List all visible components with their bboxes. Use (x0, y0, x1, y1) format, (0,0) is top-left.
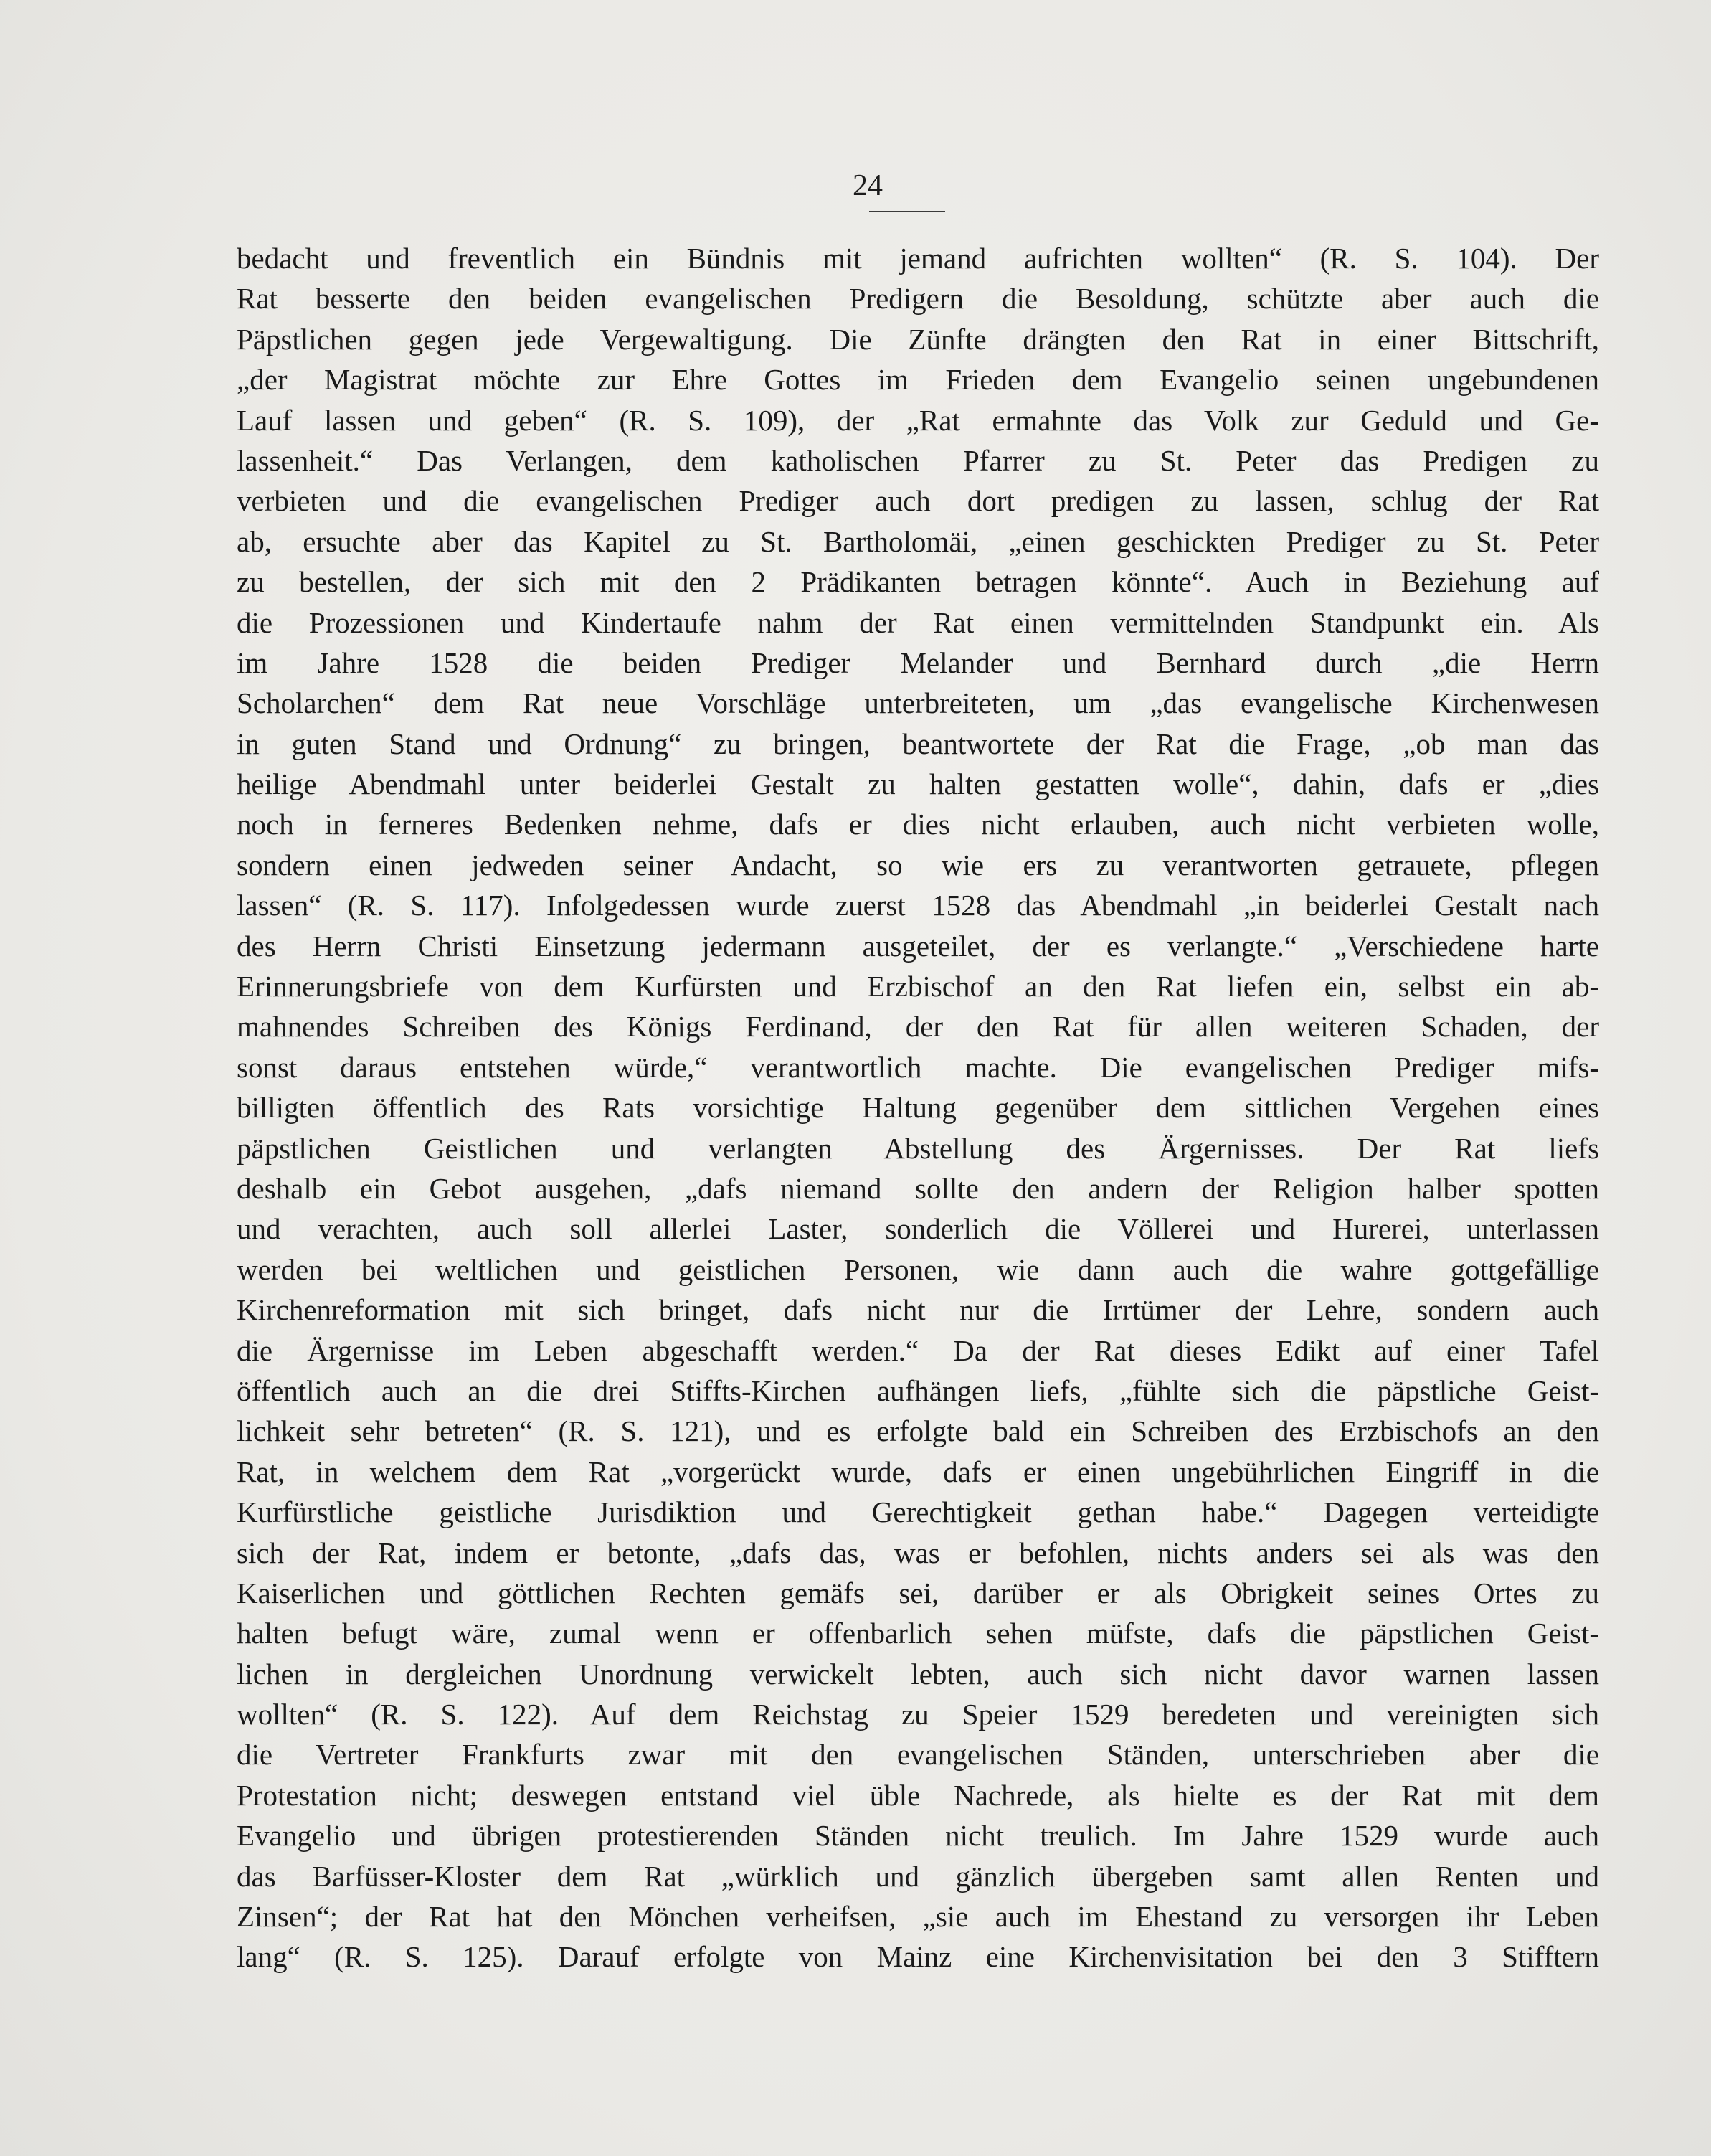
text-line: bedacht und freventlich ein Bündnis mit jemand aufrichten wollten“ (R. S. 104). Der (237, 242, 1599, 275)
text-line: zu bestellen, der sich mit den 2 Prädikanten betragen könnte“. Auch in Beziehung auf (237, 565, 1599, 599)
text-line: verbieten und die evangelischen Prediger auch dort predigen zu lassen, schlug der Rat (237, 484, 1599, 518)
text-line: deshalb ein Gebot ausgehen, „dafs niemand sollte den andern der Religion halber spotten (237, 1171, 1599, 1205)
text-line: in guten Stand und Ordnung“ zu bringen, beantwortete der Rat die Frage, „ob man das (237, 727, 1599, 760)
text-line: sich der Rat, indem er betonte, „dafs das, was er befohlen, nichts anders sei als was den (237, 1536, 1599, 1569)
text-line: mahnendes Schreiben des Königs Ferdinand, der den Rat für allen weiteren Schaden, der (237, 1010, 1599, 1044)
text-line: Scholarchen“ dem Rat neue Vorschläge unterbreiteten, um „das evangelische Kirchenwesen (237, 686, 1599, 720)
text-line: Erinnerungsbriefe von dem Kurfürsten und Erzbischof an den Rat liefen ein, selbst ein ab- (237, 970, 1599, 1003)
text-line: des Herrn Christi Einsetzung jedermann ausgeteilet, der es verlangte.“ „Verschiedene harte (237, 929, 1599, 963)
text-line: Rat besserte den beiden evangelischen Predigern die Besoldung, schützte aber auch die (237, 282, 1599, 316)
text-line: werden bei weltlichen und geistlichen Personen, wie dann auch die wahre gottgefällige (237, 1252, 1599, 1286)
text-line: sonst daraus entstehen würde,“ verantwortlich machte. Die evangelischen Prediger mifs- (237, 1050, 1599, 1084)
text-line: wollten“ (R. S. 122). Auf dem Reichstag zu Speier 1529 beredeten und vereinigten sich (237, 1698, 1599, 1731)
text-line: und verachten, auch soll allerlei Laster, sonderlich die Völlerei und Hurerei, unterlassen (237, 1212, 1599, 1246)
text-line: päpstlichen Geistlichen und verlangten Abstellung des Ärgernisses. Der Rat liefs (237, 1131, 1599, 1165)
body-text (237, 238, 1599, 1977)
text-line: die Vertreter Frankfurts zwar mit den evangelischen Ständen, unterschrieben aber die (237, 1738, 1599, 1772)
text-line: billigten öffentlich des Rats vorsichtige Haltung gegenüber dem sittlichen Vergehen eines (237, 1091, 1599, 1125)
text-line: Kirchenreformation mit sich bringet, dafs nicht nur die Irrtümer der Lehre, sondern auch (237, 1293, 1599, 1327)
text-line: Protestation nicht; deswegen entstand viel üble Nachrede, als hielte es der Rat mit dem (237, 1778, 1599, 1812)
text-line: das Barfüsser-Kloster dem Rat „würklich und gänzlich übergeben samt allen Renten und (237, 1859, 1599, 1893)
text-line: die Ärgernisse im Leben abgeschafft werden.“ Da der Rat dieses Edikt auf einer Tafel (237, 1333, 1599, 1367)
text-line: Zinsen“; der Rat hat den Mönchen verheifsen, „sie auch im Ehestand zu versorgen ihr Leben (237, 1900, 1599, 1934)
text-line: öffentlich auch an die drei Stiffts-Kirchen aufhängen liefs, „fühlte sich die päpstliche Geist- (237, 1373, 1599, 1407)
text-line: die Prozessionen und Kindertaufe nahm der Rat einen vermittelnden Standpunkt ein. Als (237, 605, 1599, 639)
text-line: „der Magistrat möchte zur Ehre Gottes im Frieden dem Evangelio seinen ungebundenen (237, 363, 1599, 397)
page-number: 24 (853, 169, 883, 202)
text-line: lassenheit.“ Das Verlangen, dem katholischen Pfarrer zu St. Peter das Predigen zu (237, 443, 1599, 477)
text-line: im Jahre 1528 die beiden Prediger Melander und Bernhard durch „die Herrn (237, 646, 1599, 679)
text-line: heilige Abendmahl unter beiderlei Gestalt zu halten gestatten wolle“, dahin, dafs er „dies (237, 767, 1599, 801)
text-line: halten befugt wäre, zumal wenn er offenbarlich sehen müfste, dafs die päpstlichen Geist- (237, 1617, 1599, 1650)
text-line: Rat, in welchem dem Rat „vorgerückt wurde, dafs er einen ungebührlichen Eingriff in die (237, 1455, 1599, 1488)
text-line: lassen“ (R. S. 117). Infolgedessen wurde zuerst 1528 das Abendmahl „in beiderlei Gestalt nach (237, 889, 1599, 922)
text-line: Kaiserlichen und göttlichen Rechten gemäfs sei, darüber er als Obrigkeit seines Ortes zu (237, 1576, 1599, 1609)
text-line: Evangelio und übrigen protestierenden Ständen nicht treulich. Im Jahre 1529 wurde auch (237, 1819, 1599, 1853)
page-number-rule (869, 211, 945, 212)
text-line: Päpstlichen gegen jede Vergewaltigung. Die Zünfte drängten den Rat in einer Bittschrift, (237, 322, 1599, 356)
text-line: sondern einen jedweden seiner Andacht, so wie ers zu verantworten getrauete, pflegen (237, 848, 1599, 881)
text-line: lang“ (R. S. 125). Darauf erfolgte von Mainz eine Kirchenvisitation bei den 3 Stifftern (237, 1940, 1599, 1974)
text-line: Kurfürstliche geistliche Jurisdiktion und Gerechtigkeit gethan habe.“ Dagegen verteidigte (237, 1495, 1599, 1529)
text-line: noch in ferneres Bedenken nehme, dafs er dies nicht erlauben, auch nicht verbieten wolle, (237, 808, 1599, 841)
text-line: lichkeit sehr betreten“ (R. S. 121), und es erfolgte bald ein Schreiben des Erzbischofs an den (237, 1414, 1599, 1448)
text-line: lichen in dergleichen Unordnung verwickelt lebten, auch sich nicht davor warnen lassen (237, 1657, 1599, 1691)
text-line: ab, ersuchte aber das Kapitel zu St. Bartholomäi, „einen geschickten Prediger zu St. Peter (237, 524, 1599, 558)
text-line: Lauf lassen und geben“ (R. S. 109), der „Rat ermahnte das Volk zur Geduld und Ge- (237, 403, 1599, 437)
